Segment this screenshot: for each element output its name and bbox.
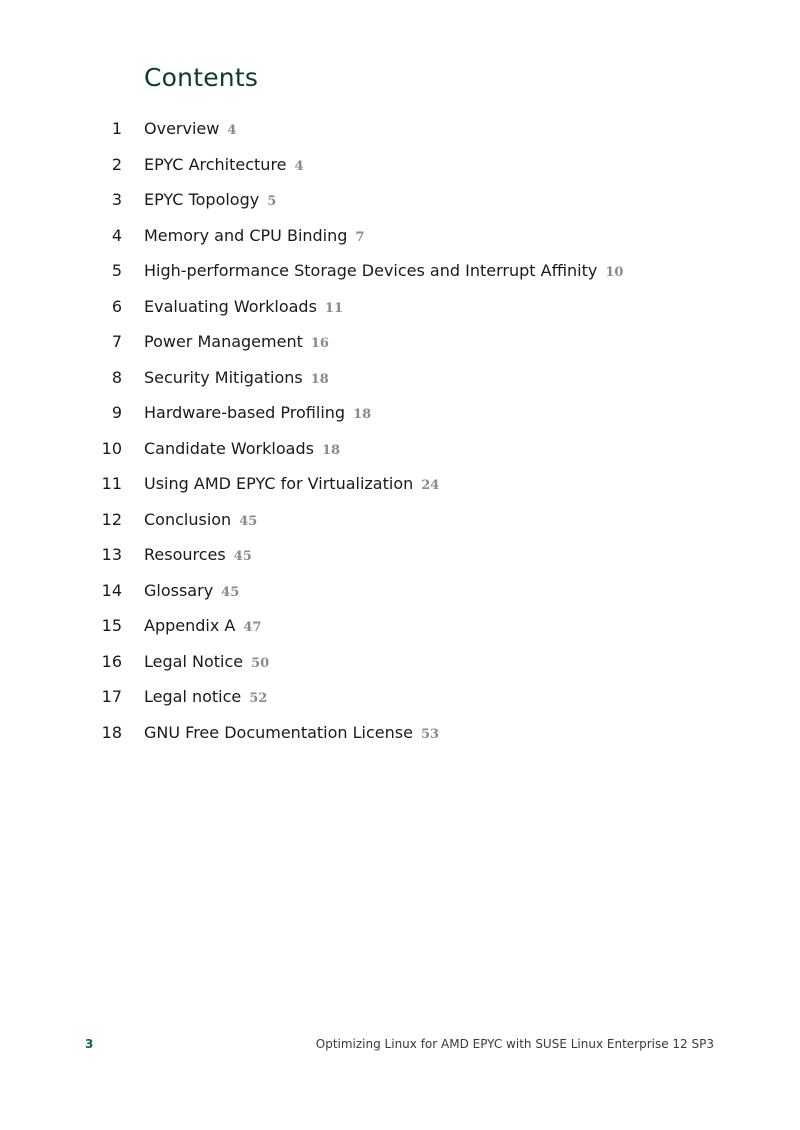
toc-entry[interactable] bbox=[0, 679, 800, 715]
toc-entry-title: Hardware-based Profiling bbox=[144, 403, 346, 422]
toc-entry-title: Resources bbox=[144, 545, 226, 564]
toc-entry-title: Legal Notice bbox=[144, 651, 244, 671]
toc-entry[interactable] bbox=[0, 395, 800, 431]
toc-entry-page: 7 bbox=[355, 229, 365, 245]
footer-document-title: Optimizing Linux for AMD EPYC with SUSE Linux Enterprise 12 SP3 bbox=[315, 1037, 714, 1051]
toc-entry-link[interactable] bbox=[144, 395, 371, 433]
toc-entry[interactable] bbox=[0, 324, 800, 360]
toc-entry-page: 5 bbox=[267, 194, 277, 209]
toc-entry-title: Candidate Workloads bbox=[144, 438, 314, 458]
toc-entry-link[interactable] bbox=[144, 502, 257, 540]
toc-entry-title: Overview bbox=[144, 119, 220, 138]
toc-entry-link[interactable] bbox=[144, 537, 252, 575]
toc-entry-title: Legal notice bbox=[144, 687, 242, 706]
toc-entry-link[interactable] bbox=[144, 715, 439, 753]
toc-entry-page: 4 bbox=[227, 123, 237, 138]
toc-entry-number: 5 bbox=[111, 261, 122, 280]
toc-entry-link[interactable] bbox=[144, 324, 329, 362]
toc-entry-number: 18 bbox=[101, 722, 122, 742]
toc-entry-title: Glossary bbox=[144, 580, 214, 600]
toc-entry-number: 14 bbox=[101, 580, 122, 600]
toc-entry-link[interactable] bbox=[144, 253, 623, 291]
toc-entry-page: 10 bbox=[605, 265, 624, 280]
toc-entry[interactable] bbox=[0, 573, 800, 609]
toc-entry[interactable] bbox=[0, 253, 800, 289]
toc-entry-title: Security Mitigations bbox=[144, 367, 303, 387]
toc-entry-title: EPYC Topology bbox=[144, 190, 260, 209]
toc-entry-title: Evaluating Workloads bbox=[144, 296, 317, 316]
toc-entry-link[interactable] bbox=[144, 679, 267, 717]
toc-entry-page: 45 bbox=[221, 584, 240, 600]
toc-entry[interactable] bbox=[0, 182, 800, 218]
toc-entry-title: High-performance Storage Devices and Interrupt Affinity bbox=[144, 261, 598, 280]
toc-entry[interactable] bbox=[0, 111, 800, 147]
toc-entry-page: 18 bbox=[353, 407, 372, 422]
toc-entry-link[interactable] bbox=[144, 182, 276, 220]
toc-entry-title: Memory and CPU Binding bbox=[144, 225, 348, 245]
toc-entry-title: GNU Free Documentation License bbox=[144, 722, 413, 742]
toc-entry[interactable] bbox=[0, 289, 800, 325]
toc-entry-page: 18 bbox=[321, 442, 341, 458]
toc-entry[interactable] bbox=[0, 431, 800, 467]
toc-entry-link[interactable] bbox=[144, 431, 340, 469]
toc-entry-number: 10 bbox=[101, 438, 122, 458]
footer-page-number: 3 bbox=[85, 1037, 94, 1051]
toc-entry-number: 1 bbox=[111, 119, 122, 138]
toc-entry-link[interactable] bbox=[144, 147, 304, 185]
toc-entry-title: Using AMD EPYC for Virtualization bbox=[144, 474, 414, 493]
toc-entry-page: 45 bbox=[233, 549, 252, 564]
toc-entry-title: Power Management bbox=[144, 332, 303, 351]
toc-entry-number: 7 bbox=[111, 332, 122, 351]
toc-entry-link[interactable] bbox=[144, 111, 236, 149]
toc-entry-link[interactable] bbox=[144, 360, 329, 398]
toc-entry-link[interactable] bbox=[144, 218, 364, 256]
toc-entry-number: 2 bbox=[111, 154, 122, 174]
toc-entry-number: 3 bbox=[111, 190, 122, 209]
toc-entry-page: 50 bbox=[251, 655, 270, 671]
toc-entry-page: 52 bbox=[249, 691, 268, 706]
toc-entry-page: 4 bbox=[294, 158, 304, 174]
toc-entry[interactable] bbox=[0, 502, 800, 538]
toc-entry-title: Appendix A bbox=[144, 616, 236, 635]
toc-entry-number: 9 bbox=[111, 403, 122, 422]
toc-entry-page: 18 bbox=[310, 371, 329, 387]
toc-entry[interactable] bbox=[0, 360, 800, 396]
toc-entry-link[interactable] bbox=[144, 573, 239, 611]
toc-entry-page: 45 bbox=[239, 513, 258, 529]
toc-entry-title: EPYC Architecture bbox=[144, 154, 287, 174]
toc-entry[interactable] bbox=[0, 608, 800, 644]
table-of-contents bbox=[0, 111, 800, 750]
toc-entry-number: 8 bbox=[111, 367, 122, 387]
toc-entry-page: 24 bbox=[421, 478, 440, 493]
page-title: Contents bbox=[144, 63, 259, 92]
toc-entry-link[interactable] bbox=[144, 608, 261, 646]
toc-entry-page: 11 bbox=[324, 300, 344, 316]
toc-entry[interactable] bbox=[0, 644, 800, 680]
toc-entry-number: 16 bbox=[101, 651, 122, 671]
toc-entry-number: 12 bbox=[101, 509, 122, 529]
toc-entry-link[interactable] bbox=[144, 466, 439, 504]
toc-entry-page: 47 bbox=[243, 620, 262, 635]
toc-entry-page: 16 bbox=[310, 336, 329, 351]
toc-entry[interactable] bbox=[0, 147, 800, 183]
toc-entry[interactable] bbox=[0, 537, 800, 573]
toc-entry-number: 6 bbox=[111, 296, 122, 316]
toc-entry-link[interactable] bbox=[144, 289, 343, 327]
toc-entry-number: 15 bbox=[101, 616, 122, 635]
toc-entry-number: 4 bbox=[111, 225, 122, 245]
toc-entry-number: 11 bbox=[101, 474, 122, 493]
toc-entry-title: Conclusion bbox=[144, 509, 232, 529]
toc-entry[interactable] bbox=[0, 715, 800, 751]
toc-entry[interactable] bbox=[0, 466, 800, 502]
toc-entry-number: 17 bbox=[101, 687, 122, 706]
toc-entry-number: 13 bbox=[101, 545, 122, 564]
toc-entry-page: 53 bbox=[420, 726, 440, 742]
toc-entry[interactable] bbox=[0, 218, 800, 254]
toc-entry-link[interactable] bbox=[144, 644, 269, 682]
